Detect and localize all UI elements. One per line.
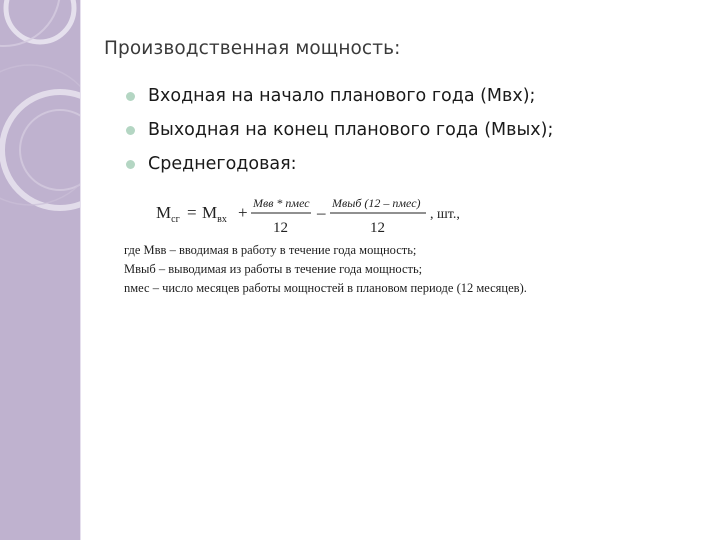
bullet-text: Выходная на конец планового года (Мвых);: [148, 120, 554, 140]
slide-title: Производственная мощность:: [104, 38, 401, 59]
formula-note-line: Мвыб – выводимая из работы в течение года мощность;: [124, 262, 423, 276]
bullet-text: Входная на начало планового года (Мвх);: [148, 86, 536, 106]
fraction1-numerator: Мвв * nмес: [253, 196, 310, 210]
formula-note-line: где Мвв – вводимая в работу в течение года мощность;: [124, 243, 417, 257]
bullet-dot-icon: [126, 160, 135, 169]
bullet-dot-icon: [126, 126, 135, 135]
formula-image: [120, 186, 630, 306]
formula-lhs: $М_{сг}$: [156, 203, 180, 225]
formula-minus: –: [317, 203, 326, 222]
decorative-sidebar: [0, 0, 80, 540]
formula-plus: +: [238, 203, 248, 222]
sidebar-circles-decoration: [0, 0, 80, 540]
formula-first-term: $М_{вх}$: [202, 203, 227, 225]
fraction1-denominator: 12: [273, 220, 288, 236]
bullet-text: Среднегодовая:: [148, 154, 297, 174]
formula-unit: , шт.,: [430, 207, 460, 222]
bullet-dot-icon: [126, 92, 135, 101]
fraction2-denominator: 12: [370, 220, 385, 236]
sidebar-divider: [80, 0, 81, 540]
formula-equals: =: [187, 203, 197, 222]
fraction2-numerator: Мвыб (12 – nмес): [332, 196, 421, 210]
formula-equation: [120, 186, 630, 242]
formula-note-line: nмес – число месяцев работы мощностей в плановом периоде (12 месяцев).: [124, 281, 527, 295]
